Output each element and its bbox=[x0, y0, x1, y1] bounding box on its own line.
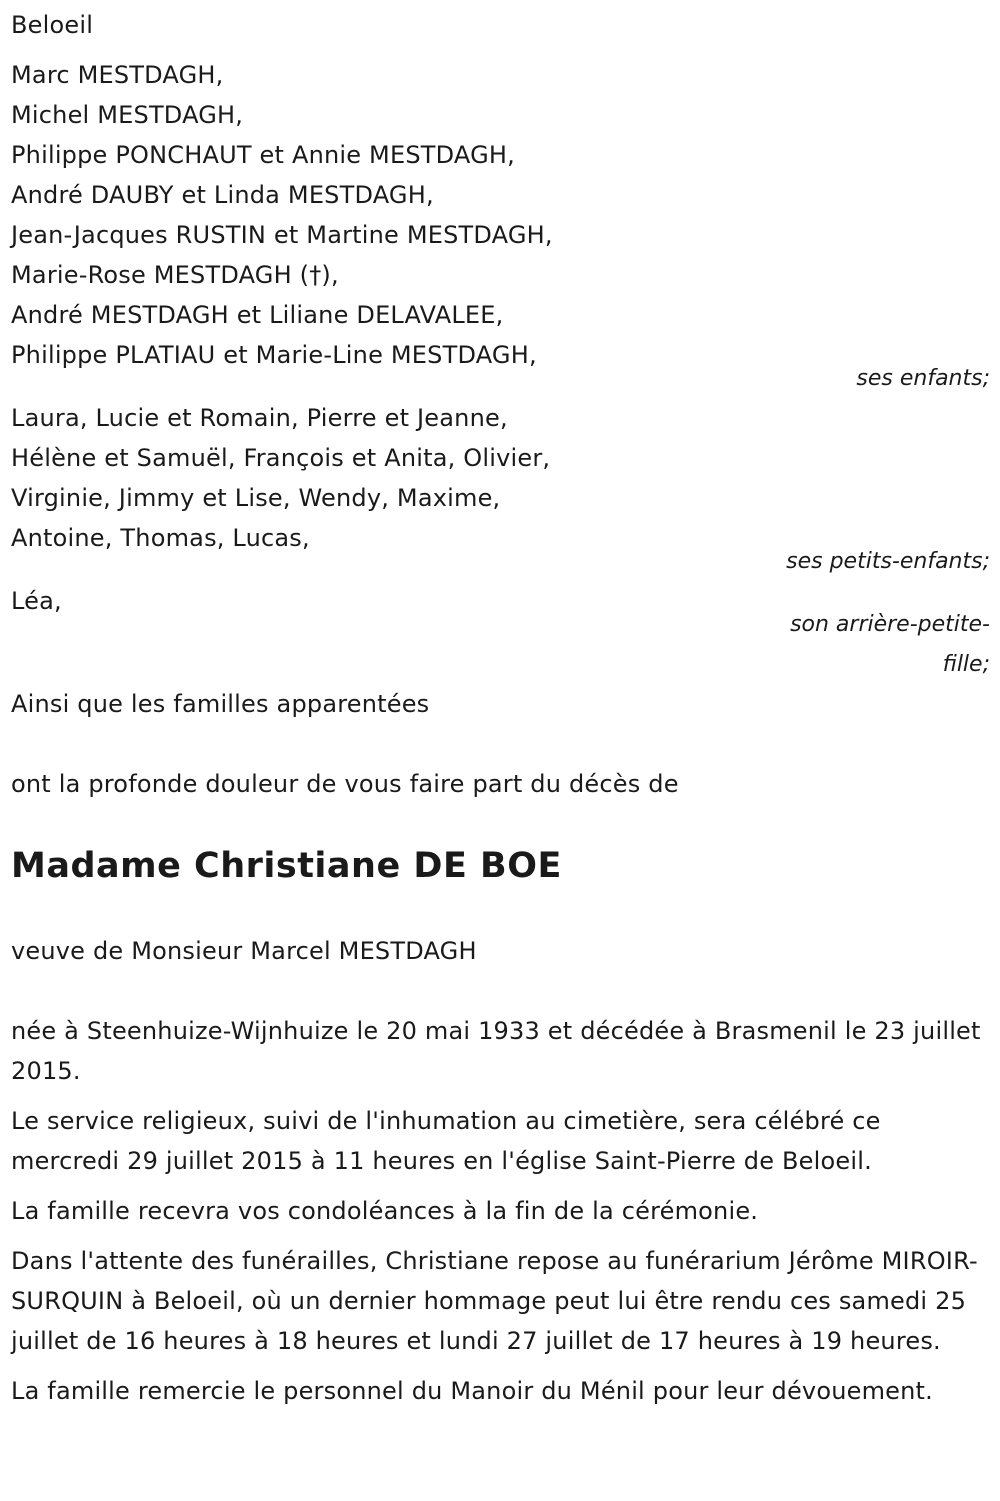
grandchild-line: Laura, Lucie et Romain, Pierre et Jeanne, bbox=[11, 404, 508, 432]
announcement-line: ont la profonde douleur de vous faire part du décès de bbox=[11, 770, 679, 798]
child-line: Marie-Rose MESTDAGH (†), bbox=[11, 261, 339, 289]
grandchild-line: Antoine, Thomas, Lucas, bbox=[11, 524, 310, 552]
great-grandchild-role: fille; bbox=[942, 652, 990, 677]
child-line: Philippe PLATIAU et Marie-Line MESTDAGH, bbox=[11, 341, 537, 369]
service-paragraph: Le service religieux, suivi de l'inhumation au cimetière, sera célébré ce mercredi 29 juillet 2015 à 11 heures en l'église Saint-Pierre de Beloeil. bbox=[11, 1107, 881, 1175]
great-grandchild-role: son arrière-petite- bbox=[790, 612, 990, 637]
children-role: ses enfants; bbox=[856, 366, 990, 391]
deceased-name: Madame Christiane DE BOE bbox=[11, 846, 562, 886]
child-line: Michel MESTDAGH, bbox=[11, 101, 244, 129]
families-line: Ainsi que les familles apparentées bbox=[11, 690, 430, 718]
child-line: Marc MESTDAGH, bbox=[11, 61, 224, 89]
funerarium-paragraph: Dans l'attente des funérailles, Christiane repose au funérarium Jérôme MIROIR-SURQUIN à Beloeil, où un dernier hommage peut lui être rendu ces samedi 25 juillet de 16 heures à 18 heures et lundi 27 juillet de 17 heures à 19 heures. bbox=[11, 1247, 978, 1355]
thanks-paragraph: La famille remercie le personnel du Manoir du Ménil pour leur dévouement. bbox=[11, 1377, 933, 1405]
great-grandchild-line: Léa, bbox=[11, 587, 62, 615]
condolences-paragraph: La famille recevra vos condoléances à la fin de la cérémonie. bbox=[11, 1197, 759, 1225]
grandchild-line: Virginie, Jimmy et Lise, Wendy, Maxime, bbox=[11, 484, 501, 512]
child-line: André MESTDAGH et Liliane DELAVALEE, bbox=[11, 301, 504, 329]
grandchild-line: Hélène et Samuël, François et Anita, Olivier, bbox=[11, 444, 551, 472]
child-line: Philippe PONCHAUT et Annie MESTDAGH, bbox=[11, 141, 515, 169]
city-header: Beloeil bbox=[11, 11, 94, 39]
child-line: Jean-Jacques RUSTIN et Martine MESTDAGH, bbox=[11, 221, 553, 249]
birth-death-paragraph: née à Steenhuize-Wijnhuize le 20 mai 1933 et décédée à Brasmenil le 23 juillet 2015. bbox=[11, 1017, 981, 1085]
widow-of-line: veuve de Monsieur Marcel MESTDAGH bbox=[11, 937, 477, 965]
grandchildren-role: ses petits-enfants; bbox=[786, 549, 990, 574]
details-block bbox=[11, 1011, 990, 1411]
child-line: André DAUBY et Linda MESTDAGH, bbox=[11, 181, 434, 209]
